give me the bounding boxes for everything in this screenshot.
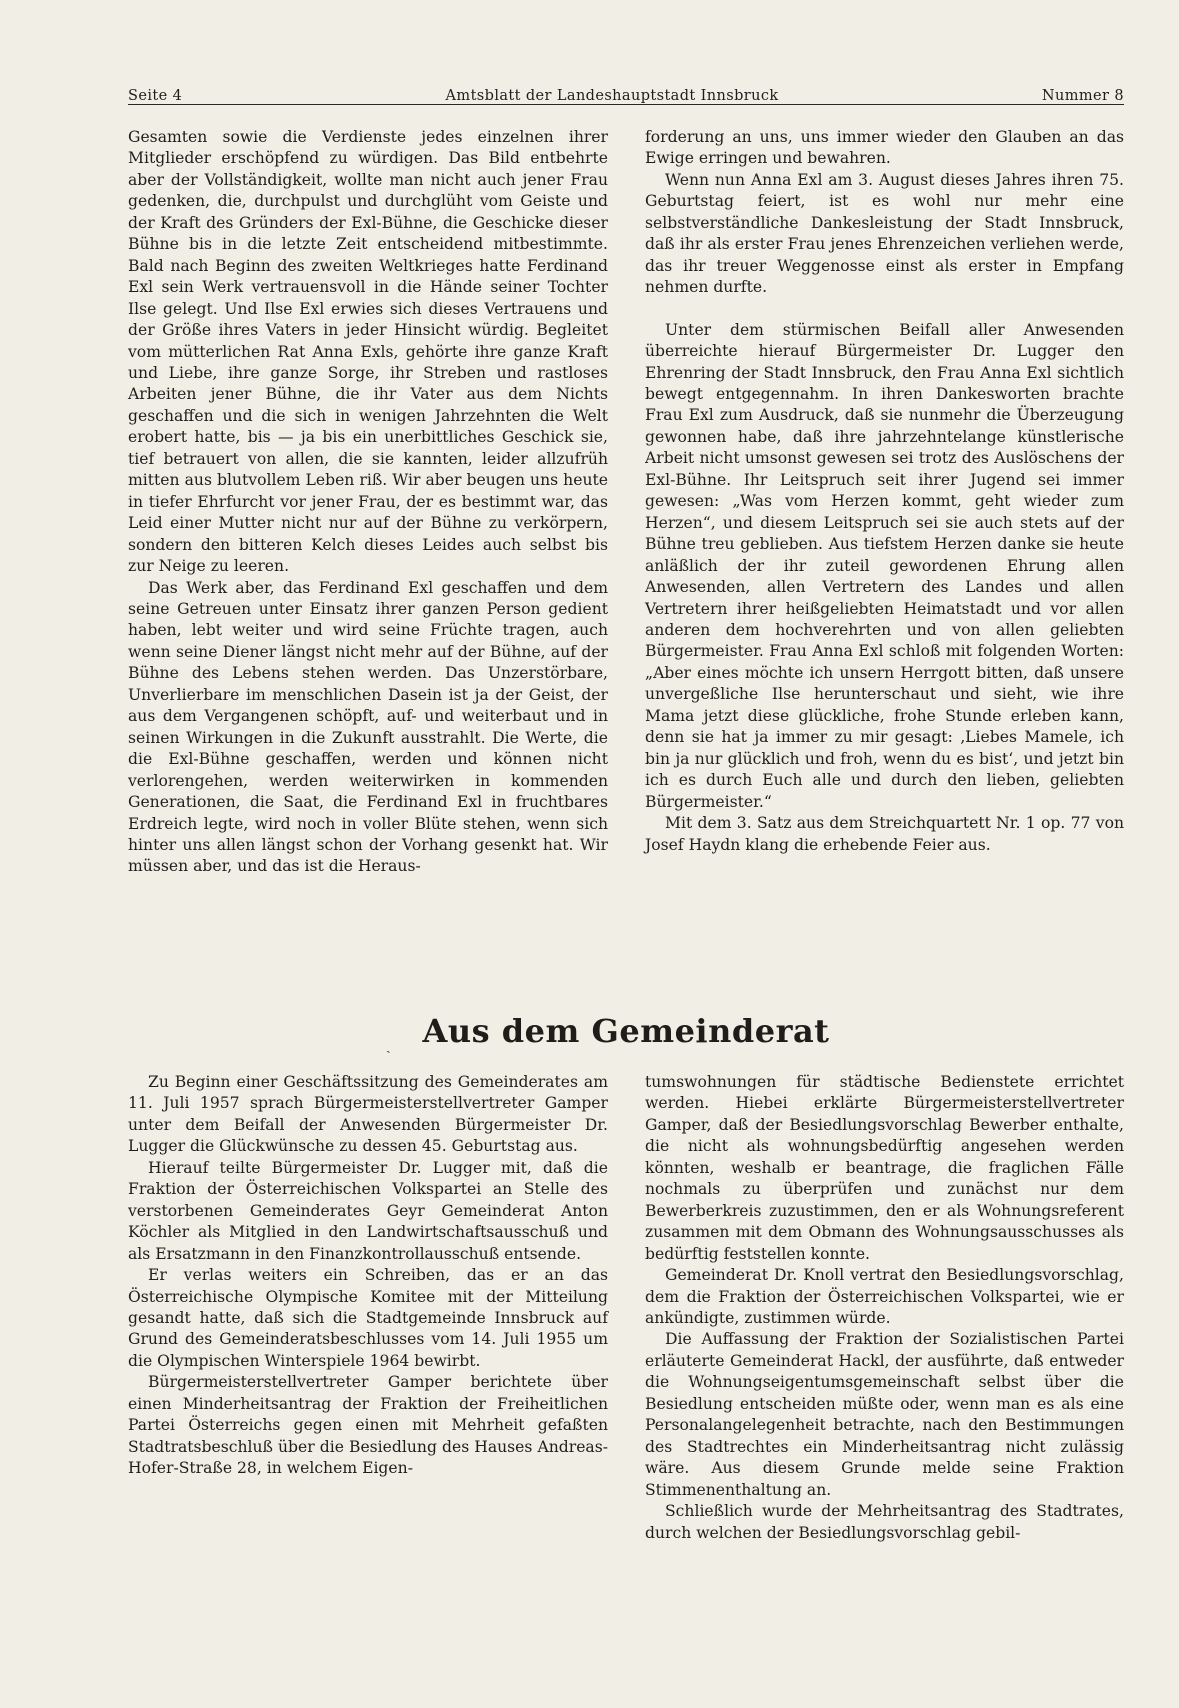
page-header: [128, 80, 1124, 104]
paragraph: Zu Beginn einer Geschäftssitzung des Gemeinderates am 11. Juli 1957 sprach Bürgermeisterstellvertreter Gamper unter dem Beifall der Anwesenden Bürgermeister Dr. Lugger die Glückwünsche zu dessen 45. Geburtstag aus.: [128, 1073, 608, 1156]
paragraph: Unter dem stürmischen Beifall aller Anwesenden überreichte hierauf Bürgermeister Dr. Lugger den Ehrenring der Stadt Innsbruck, den Frau Anna Exl sichtlich bewegt entgegennahm. In ihren Dankesworten brachte Frau Exl zum Ausdruck, daß sie nunmehr die Überzeugung gewonnen habe, daß ihre jahrzehntelange künstlerische Arbeit nicht umsonst gewesen sei trotz des Auslöschens der Exl-Bühne. Ihr Leitspruch seit ihrer Jugend sei immer gewesen: „Was vom Herzen kommt, geht wieder zum Herzen“, und diesem Leitspruch sei sie auch stets auf der Bühne treu geblieben. Aus tiefstem Herzen danke sie heute anläßlich der ihr zuteil gewordenen Ehrung allen Anwesenden, allen Vertretern des Landes und allen Vertretern ihrer heißgeliebten Heimatstadt und vor allen anderen dem hochverehrten und von allen geliebten Bürgermeister. Frau Anna Exl schloß mit folgenden Worten: „Aber eines möchte ich unsern Herrgott bitten, daß unsere unvergeßliche Ilse herunterschaut und sieht, wie ihre Mama jetzt diese glückliche, frohe Stunde erleben kann, denn sie hat ja immer zu mir gesagt: ‚Liebes Mamele, ich bin ja nur glücklich und froh, wenn du es bist‘, und jetzt bin ich es durch Euch alle und durch den lieben, geliebten Bürgermeister.“: [645, 320, 1124, 811]
paragraph: Die Auffassung der Fraktion der Sozialistischen Partei erläuterte Gemeinderat Hackl, der ausführte, daß entweder die Wohnungseigentumsgemeinschaft selbst über die Besiedlung entscheiden müßte oder, wenn man es als eine Personalangelegenheit betrachte, nach den Bestimmungen des Stadtrechtes ein Minderheitsantrag nicht zulässig wäre. Aus diesem Grunde melde seine Fraktion Stimmenenthaltung an.: [645, 1330, 1124, 1499]
page-number: Seite 4: [128, 88, 183, 104]
paragraph: Bürgermeisterstellvertreter Gamper berichtete über einen Minderheitsantrag der Fraktion der Freiheitlichen Partei Österreichs gegen einen mit Mehrheit gefaßten Stadtratsbeschluß über die Besiedlung des Hauses Andreas-Hofer-Straße 28, in welchem Eigen-: [128, 1373, 608, 1478]
print-mark: ˏ: [386, 1038, 391, 1054]
publication-title: Amtsblatt der Landeshauptstadt Innsbruck: [445, 88, 779, 104]
issue-number: Nummer 8: [1041, 88, 1124, 104]
paragraph: Gesamten sowie die Verdienste jedes einzelnen ihrer Mitglieder erschöpfend zu würdigen. Das Bild entbehrte aber der Vollständigkeit, wollte man nicht auch jener Frau gedenken, die, durchpulst und durchglüht vom Geiste und der Kraft des Gründers der Exl-Bühne, die Geschicke dieser Bühne bis in die letzte Zeit entscheidend mitbestimmte. Bald nach Beginn des zweiten Weltkrieges hatte Ferdinand Exl sein Werk vertrauensvoll in die Hände seiner Tochter Ilse gelegt. Und Ilse Exl erwies sich dieses Vertrauens und der Größe ihres Vaters in jeder Hinsicht würdig. Begleitet vom mütterlichen Rat Anna Exls, gehörte ihre ganze Kraft und Liebe, ihre ganze Sorge, ihr Streben und rastloses Arbeiten jener Bühne, die ihr Vater aus dem Nichts geschaffen und die sich in wenigen Jahrzehnten die Welt erobert hatte, bis — ja bis ein unerbittliches Geschick sie, tief betrauert von allen, die sie kannten, leider allzufrüh mitten aus blutvollem Leben riß. Wir aber beugen uns heute in tiefer Ehrfurcht vor jener Frau, der es bestimmt war, das Leid einer Mutter nicht nur auf der Bühne zu verkörpern, sondern den bitteren Kelch dieses Leides auch selbst bis zur Neige zu leeren.: [128, 128, 608, 576]
paragraph: Gemeinderat Dr. Knoll vertrat den Besiedlungsvorschlag, dem die Fraktion der Österreichischen Volkspartei, wie er ankündigte, zustimmen würde.: [645, 1266, 1124, 1327]
paragraph: Hierauf teilte Bürgermeister Dr. Lugger mit, daß die Fraktion der Österreichischen Volkspartei an Stelle des verstorbenen Gemeinderates Geyr Gemeinderat Anton Köchler als Mitglied in den Landwirtschaftsausschuß und als Ersatzmann in den Finanzkontrollausschuß entsende.: [128, 1158, 608, 1263]
paragraph: Schließlich wurde der Mehrheitsantrag des Stadtrates, durch welchen der Besiedlungsvorschlag gebil-: [645, 1502, 1124, 1542]
paragraph: tumswohnungen für städtische Bedienstete errichtet werden. Hiebei erklärte Bürgermeisterstellvertreter Gamper, daß der Besiedlungsvorschlag Bewerber enthalte, die nicht als wohnungsbedürftig angesehen werden könnten, weshalb er beantrage, die fraglichen Fälle nochmals zu überprüfen und zunächst nur dem Bewerberkreis zuzustimmen, den er als Wohnungsreferent zusammen mit dem Obmann des Wohnungsausschusses als bedürftig feststellen konnte.: [645, 1073, 1124, 1263]
paragraph: Das Werk aber, das Ferdinand Exl geschaffen und dem seine Getreuen unter Einsatz ihrer ganzen Person gedient haben, lebt weiter und wird seine Früchte tragen, auch wenn seine Diener längst nicht mehr auf der Bühne, auf der Bühne des Lebens stehen werden. Das Unzerstörbare, Unverlierbare im menschlichen Dasein ist ja der Geist, der aus dem Vergangenen schöpft, auf- und weiterbaut und in seinen Wirkungen in die Zukunft ausstrahlt. Die Werte, die die Exl-Bühne geschaffen, werden und können nicht verlorengehen, werden weiterwirken in kommenden Generationen, die Saat, die Ferdinand Exl in fruchtbares Erdreich legte, wird noch in voller Blüte stehen, wenn sich hinter uns allen längst schon der Vorhang gesenkt hat. Wir müssen aber, und das ist die Heraus-: [128, 578, 608, 876]
article-column-top-left: [128, 127, 608, 878]
article-column-bottom-left: [128, 1072, 608, 1480]
paragraph: Mit dem 3. Satz aus dem Streichquartett Nr. 1 op. 77 von Josef Haydn klang die erhebende Feier aus.: [645, 814, 1124, 854]
section-heading: Aus dem Gemeinderat: [422, 1012, 830, 1050]
paragraph: Wenn nun Anna Exl am 3. August dieses Jahres ihren 75. Geburtstag feiert, ist es wohl nur mehr eine selbstverständliche Dankesleistung der Stadt Innsbruck, daß ihr als erster Frau jenes Ehrenzeichen verliehen werde, das ihr treuer Weggenosse einst als erster in Empfang nehmen durfte.: [645, 170, 1124, 297]
article-column-bottom-right: [645, 1072, 1124, 1544]
header-divider: [128, 104, 1124, 105]
article-column-top-right: [645, 127, 1124, 856]
paragraph: Er verlas weiters ein Schreiben, das er an das Österreichische Olympische Komitee mit der Mitteilung gesandt hatte, daß sich die Stadtgemeinde Innsbruck auf Grund des Gemeinderatsbeschlusses vom 14. Juli 1955 um die Olympischen Winterspiele 1964 bewirbt.: [128, 1266, 608, 1370]
paragraph: forderung an uns, uns immer wieder den Glauben an das Ewige erringen und bewahren.: [645, 128, 1124, 168]
